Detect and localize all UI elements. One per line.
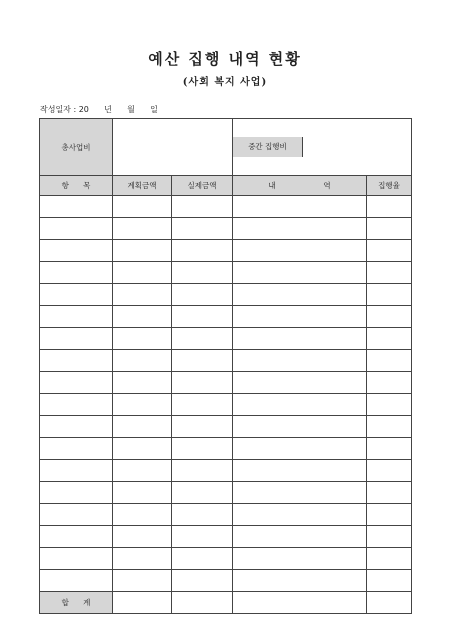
budget-table (39, 118, 412, 614)
table-cell[interactable] (233, 196, 367, 218)
document-subtitle: (사회 복지 사업) (182, 77, 268, 88)
table-cell[interactable] (172, 482, 233, 504)
table-cell[interactable] (367, 460, 412, 482)
table-cell[interactable] (172, 504, 233, 526)
table-cell[interactable] (233, 350, 367, 372)
table-cell[interactable] (40, 284, 113, 306)
col-header-item: 항 목 (40, 176, 113, 196)
table-cell[interactable] (113, 262, 172, 284)
table-cell[interactable] (113, 394, 172, 416)
table-row (40, 328, 412, 350)
table-row (40, 460, 412, 482)
table-cell[interactable] (113, 416, 172, 438)
table-cell[interactable] (172, 284, 233, 306)
table-cell[interactable] (233, 416, 367, 438)
table-row (40, 526, 412, 548)
table-cell[interactable] (233, 482, 367, 504)
table-row (40, 306, 412, 328)
table-cell[interactable] (172, 328, 233, 350)
table-cell[interactable] (233, 570, 367, 592)
summary-row (40, 119, 412, 176)
table-cell[interactable] (113, 218, 172, 240)
table-cell[interactable] (367, 218, 412, 240)
table-cell[interactable] (40, 570, 113, 592)
table-cell[interactable] (367, 548, 412, 570)
interim-cell (233, 119, 412, 176)
table-cell[interactable] (367, 328, 412, 350)
table-cell[interactable] (40, 350, 113, 372)
table-cell[interactable] (40, 394, 113, 416)
table-cell[interactable] (172, 262, 233, 284)
table-cell[interactable] (172, 548, 233, 570)
interim-expense-label: 중간 집행비 (233, 137, 303, 157)
table-cell[interactable] (40, 548, 113, 570)
table-cell[interactable] (233, 526, 367, 548)
table-cell[interactable] (113, 570, 172, 592)
table-cell[interactable] (172, 460, 233, 482)
table-row (40, 218, 412, 240)
table-cell[interactable] (113, 306, 172, 328)
table-cell[interactable] (113, 438, 172, 460)
table-cell[interactable] (172, 372, 233, 394)
table-row (40, 196, 412, 218)
table-row (40, 284, 412, 306)
table-cell[interactable] (113, 372, 172, 394)
col-header-rate: 집행율 (367, 176, 412, 196)
table-cell[interactable] (233, 438, 367, 460)
table-cell[interactable] (367, 284, 412, 306)
interim-expense-value[interactable] (303, 137, 411, 157)
table-cell[interactable] (113, 460, 172, 482)
table-cell[interactable] (367, 262, 412, 284)
table-cell[interactable] (40, 372, 113, 394)
table-cell[interactable] (367, 196, 412, 218)
table-cell[interactable] (233, 240, 367, 262)
table-cell[interactable] (367, 570, 412, 592)
table-cell[interactable] (233, 592, 367, 614)
table-row (40, 394, 412, 416)
table-cell[interactable] (40, 196, 113, 218)
table-cell[interactable] (367, 394, 412, 416)
table-cell[interactable] (40, 262, 113, 284)
date-line: 작성일자 : 20 년 월 일 (40, 105, 158, 114)
table-row (40, 350, 412, 372)
table-row (40, 262, 412, 284)
table-row (40, 438, 412, 460)
table-cell[interactable] (172, 438, 233, 460)
header-row (40, 176, 412, 196)
table-cell[interactable] (367, 482, 412, 504)
table-cell[interactable] (113, 504, 172, 526)
table-cell[interactable] (233, 328, 367, 350)
total-row-label: 합 계 (40, 592, 113, 614)
col-header-actual: 실제금액 (172, 176, 233, 196)
table-cell[interactable] (40, 328, 113, 350)
total-row (40, 592, 412, 614)
table-cell[interactable] (172, 218, 233, 240)
table-cell[interactable] (367, 592, 412, 614)
table-cell[interactable] (233, 548, 367, 570)
table-row (40, 240, 412, 262)
table-cell[interactable] (233, 284, 367, 306)
table-cell[interactable] (113, 196, 172, 218)
table-cell[interactable] (233, 460, 367, 482)
table-cell[interactable] (40, 438, 113, 460)
table-cell[interactable] (233, 306, 367, 328)
total-budget-value[interactable] (113, 119, 233, 176)
table-cell[interactable] (113, 284, 172, 306)
table-cell[interactable] (233, 394, 367, 416)
table-cell[interactable] (367, 526, 412, 548)
table-row (40, 570, 412, 592)
table-cell[interactable] (367, 416, 412, 438)
table-row (40, 504, 412, 526)
table-cell[interactable] (172, 240, 233, 262)
table-cell[interactable] (367, 504, 412, 526)
table-cell[interactable] (367, 438, 412, 460)
table-cell[interactable] (40, 482, 113, 504)
table-cell[interactable] (113, 548, 172, 570)
table-row (40, 482, 412, 504)
table-cell[interactable] (367, 306, 412, 328)
table-cell[interactable] (40, 460, 113, 482)
table-cell[interactable] (40, 504, 113, 526)
table-cell[interactable] (40, 306, 113, 328)
table-cell[interactable] (113, 526, 172, 548)
table-cell[interactable] (113, 328, 172, 350)
table-cell[interactable] (233, 372, 367, 394)
table-cell[interactable] (113, 482, 172, 504)
table-cell[interactable] (113, 240, 172, 262)
table-cell[interactable] (172, 306, 233, 328)
table-cell[interactable] (367, 240, 412, 262)
table-row (40, 416, 412, 438)
table-row (40, 548, 412, 570)
table-cell[interactable] (172, 196, 233, 218)
table-cell[interactable] (40, 416, 113, 438)
col-header-planned: 계획금액 (113, 176, 172, 196)
table-cell[interactable] (233, 262, 367, 284)
table-cell[interactable] (367, 350, 412, 372)
col-header-details: 내 역 (233, 176, 367, 196)
table-cell[interactable] (40, 218, 113, 240)
table-cell[interactable] (172, 592, 233, 614)
table-cell[interactable] (40, 526, 113, 548)
document-title: 예산 집행 내역 현황 (148, 50, 302, 68)
table-cell[interactable] (233, 504, 367, 526)
table-cell[interactable] (367, 372, 412, 394)
table-row (40, 372, 412, 394)
table-cell[interactable] (40, 240, 113, 262)
table-cell[interactable] (172, 526, 233, 548)
table-cell[interactable] (233, 218, 367, 240)
table-cell[interactable] (113, 350, 172, 372)
table-cell[interactable] (172, 350, 233, 372)
table-cell[interactable] (113, 592, 172, 614)
table-cell[interactable] (172, 394, 233, 416)
table-cell[interactable] (172, 570, 233, 592)
total-budget-label: 총사업비 (40, 119, 113, 176)
table-cell[interactable] (172, 416, 233, 438)
